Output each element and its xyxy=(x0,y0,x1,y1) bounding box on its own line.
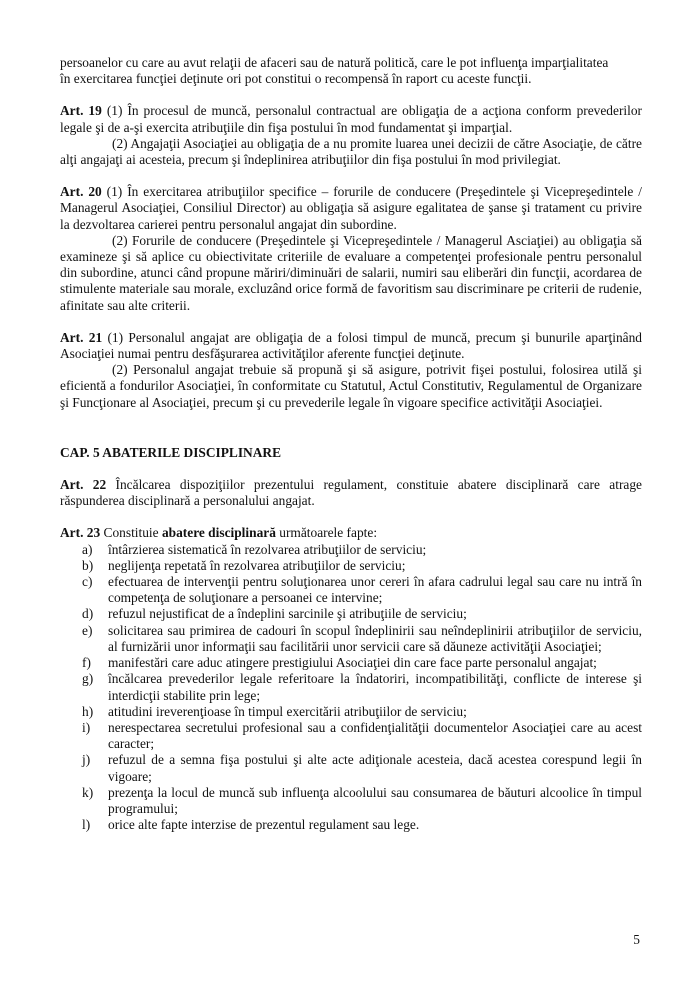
article-20-label: Art. 20 xyxy=(60,184,102,200)
list-item-text: solicitarea sau primirea de cadouri în scopul îndeplinirii sau neîndeplinirii atribuţiilor de serviciu, al furnizării unor informaţii sau facilitării unor servicii care să dăuneze activităţii Asociaţiei; xyxy=(108,622,642,654)
list-item-text: efectuarea de intervenţii pentru soluţionarea unor cereri în afara cadrului legal sau care nu intră în competenţa de soluţionare a persoanei ce intervine; xyxy=(108,574,642,606)
list-item-letter: i) xyxy=(82,719,91,735)
list-item-letter: l) xyxy=(82,817,91,833)
list-item-text: prezenţa la locul de muncă sub influenţa alcoolului sau consumarea de băuturi alcoolice în timpul programului; xyxy=(108,784,642,816)
list-item-text: refuzul nejustificat de a îndeplini sarcinile şi atribuţiile de serviciu; xyxy=(108,606,467,622)
article-23-intro-post: următoarele fapte: xyxy=(279,525,378,541)
list-item-letter: f) xyxy=(82,655,91,671)
intro-line-1: persoanelor cu care au avut relaţii de afaceri sau de natură politică, care le pot influenţa imparţialitatea xyxy=(60,55,609,70)
article-20 xyxy=(60,184,642,314)
list-item xyxy=(60,785,642,817)
article-19 xyxy=(60,103,642,168)
list-item-letter: a) xyxy=(82,541,93,557)
list-item-letter: b) xyxy=(82,557,94,573)
list-item xyxy=(60,752,642,784)
chapter-title: CAP. 5 ABATERILE DISCIPLINARE xyxy=(60,444,281,460)
list-item xyxy=(60,606,642,622)
list-item-letter: h) xyxy=(82,703,94,719)
article-19-p2: (2) Angajaţii Asociaţiei au obligaţia de a nu promite luarea unei decizii de către Asociaţie, de către alţi angajaţi ai acesteia, precum şi îndeplinirea atribuţiilor din fişa postului în mod privilegiat. xyxy=(60,135,642,168)
article-21 xyxy=(60,330,642,411)
article-23 xyxy=(60,525,642,833)
page-number: 5 xyxy=(633,932,640,947)
list-item xyxy=(60,558,642,574)
intro-line-2: în exercitarea funcţiei deţinute ori pot constitui o recompensă în raport cu aceste funcţii. xyxy=(60,71,532,87)
article-20-p2: (2) Forurile de conducere (Preşedintele şi Vicepreşedintele / Managerul Asciaţiei) au obligaţia să examineze şi să aplice cu obiectivitate criteriile de evaluare a competenţei profesionale pentru personalul din subordine, atunci când propune măriri/diminuări de salarii, numiri sau eliberări din funcţii, acordarea de stimulente materiale sau morale, excluzând orice formă de favoritism sau discriminare pe criterii de rudenie, afinitate sau alte criterii. xyxy=(60,232,642,313)
article-22 xyxy=(60,477,642,509)
list-item xyxy=(60,704,642,720)
article-23-intro-bold: abatere disciplinară xyxy=(161,525,276,541)
article-21-p2: (2) Personalul angajat trebuie să propună şi să asigure, potrivit fişei postului, folosirea utilă şi eficientă a fondurilor Asociaţiei, în conformitate cu Statutul, Actul Constitutiv, Regulamentul de Organizare şi Funcţionare al Asociaţiei, precum şi cu prevederile legale în vigoare specifice activităţii Asociaţiei. xyxy=(60,362,642,410)
article-21-label: Art. 21 xyxy=(60,329,103,345)
article-22-text: Încălcarea dispoziţiilor prezentului regulament, constituie abatere disciplinară care atrage răspunderea disciplinară a personalului angajat. xyxy=(60,477,642,509)
offense-list xyxy=(60,542,642,834)
list-item xyxy=(60,720,642,752)
list-item-text: orice alte fapte interzise de prezentul regulament sau lege. xyxy=(108,817,420,833)
article-19-p1: (1) În procesul de muncă, personalul contractual are obligaţia de a acţiona conform prevederilor legale şi de a-şi exercita atribuţiile din fişa postului în mod fundamentat şi imparţial. xyxy=(60,103,642,135)
list-item-text: manifestări care aduc atingere prestigiului Asociaţiei din care face parte personalul angajat; xyxy=(108,655,597,671)
list-item-text: refuzul de a semna fişa postului şi alte acte adiţionale acesteia, dacă acestea corespund legii în vigoare; xyxy=(108,752,642,784)
article-20-p1: (1) În exercitarea atribuţiilor specifice – forurile de conducere (Preşedintele şi Vicepreşedintele / Managerul Asociaţiei, Consiliul Director) au obligaţia să asigure egalitatea de şanse şi tratament cu privire la dezvoltarea carierei pentru personalul angajat din subordine. xyxy=(60,184,642,232)
list-item-letter: e) xyxy=(82,622,93,638)
list-item-letter: c) xyxy=(82,574,93,590)
document-page xyxy=(60,55,642,833)
list-item xyxy=(60,574,642,606)
list-item-letter: j) xyxy=(82,752,91,768)
article-21-p1: (1) Personalul angajat are obligaţia de a folosi timpul de muncă, precum şi bunurile aparţinând Asociaţiei numai pentru desfăşurarea activităţilor aferente funcţiei deţinute. xyxy=(60,329,642,362)
list-item xyxy=(60,817,642,833)
article-22-label: Art. 22 xyxy=(60,477,107,493)
list-item-letter: k) xyxy=(82,784,94,800)
list-item xyxy=(60,655,642,671)
list-item-text: încălcarea prevederilor legale referitoare la îndatoriri, incompatibilităţi, conflicte de interese şi interdicţii stabilite prin lege; xyxy=(108,671,642,703)
list-item-text: atitudini ireverenţioase în timpul exercitării atribuţiilor de serviciu; xyxy=(108,703,467,719)
list-item-text: nerespectarea secretului profesional sau a confidenţialităţii documentelor Asociaţiei care au acest caracter; xyxy=(108,719,642,752)
article-23-intro-pre: Constituie xyxy=(103,525,159,541)
list-item xyxy=(60,671,642,703)
article-23-label: Art. 23 xyxy=(60,525,101,541)
list-item-letter: g) xyxy=(82,671,94,687)
list-item-letter: d) xyxy=(82,606,94,622)
article-19-label: Art. 19 xyxy=(60,103,102,119)
list-item xyxy=(60,623,642,655)
list-item-text: neglijenţa repetată în rezolvarea atribuţiilor de serviciu; xyxy=(108,557,406,573)
list-item-text: întârzierea sistematică în rezolvarea atribuţiilor de serviciu; xyxy=(108,541,427,557)
list-item xyxy=(60,542,642,558)
